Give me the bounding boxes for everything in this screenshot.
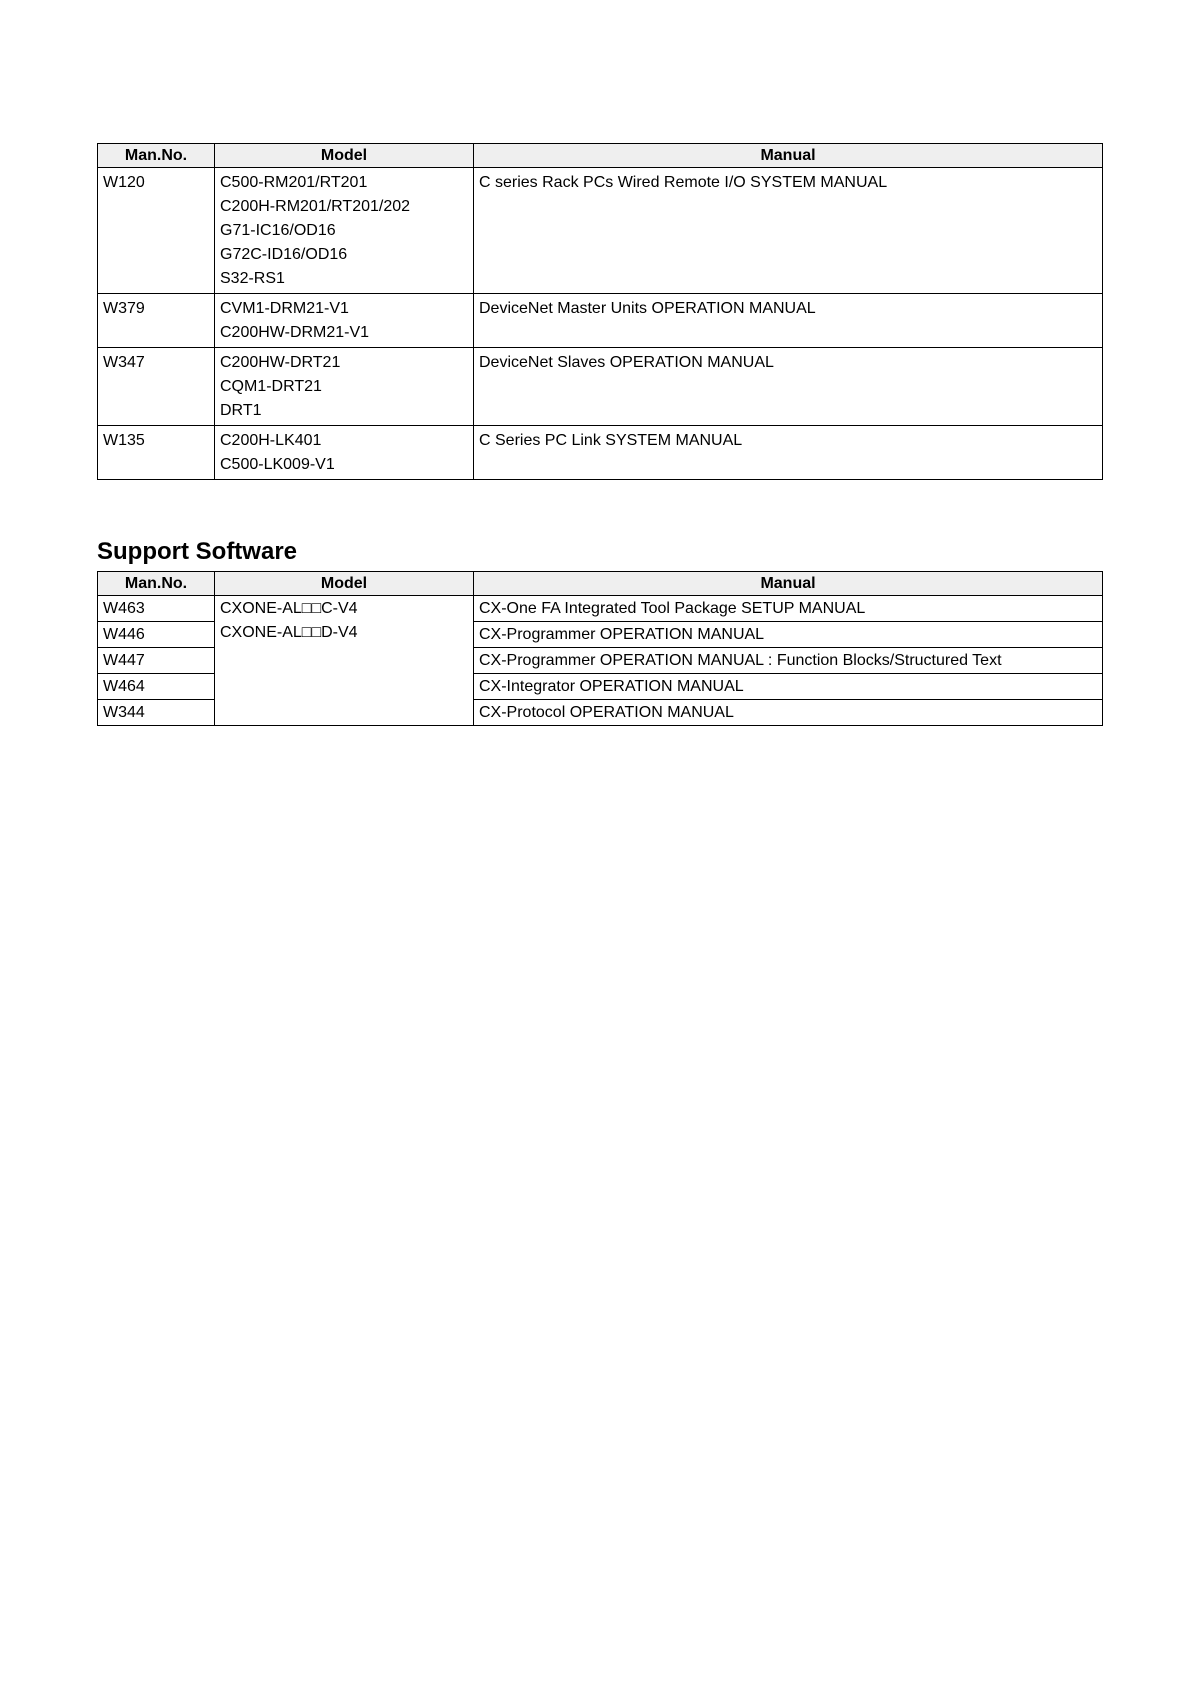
table-row: [98, 348, 1103, 426]
man-no-cell: W463: [98, 596, 215, 622]
header-manual: Manual: [474, 572, 1103, 596]
model-line: CXONE-AL□□D-V4: [220, 624, 358, 641]
model-line: DRT1: [220, 402, 262, 419]
man-no-cell: W379: [98, 294, 215, 348]
table-row: [98, 294, 1103, 348]
man-no-cell: W447: [98, 648, 215, 674]
manual-cell: C Series PC Link SYSTEM MANUAL: [474, 426, 1103, 480]
model-line: CXONE-AL□□C-V4: [220, 600, 358, 617]
model-line: C200H-LK401: [220, 432, 322, 449]
man-no-cell: W120: [98, 168, 215, 294]
model-line: C500-RM201/RT201: [220, 174, 368, 191]
manual-cell: C series Rack PCs Wired Remote I/O SYSTEM MANUAL: [474, 168, 1103, 294]
table-row: [98, 168, 1103, 294]
table-header-row: [98, 144, 1103, 168]
model-line: CQM1-DRT21: [220, 378, 322, 395]
man-no-cell: W464: [98, 674, 215, 700]
table-header-row: [98, 572, 1103, 596]
model-line: CVM1-DRM21-V1: [220, 300, 349, 317]
section-title-support-software: Support Software: [97, 538, 298, 565]
model-cell: [215, 426, 474, 480]
model-cell: [215, 348, 474, 426]
man-no-cell: W135: [98, 426, 215, 480]
support-software-table: [97, 571, 1103, 726]
model-line: G71-IC16/OD16: [220, 222, 336, 239]
manual-cell: CX-One FA Integrated Tool Package SETUP MANUAL: [474, 596, 1103, 622]
model-line: C500-LK009-V1: [220, 456, 335, 473]
model-line: C200HW-DRT21: [220, 354, 341, 371]
model-line: C200H-RM201/RT201/202: [220, 198, 411, 215]
header-model: Model: [215, 572, 474, 596]
model-cell: [215, 294, 474, 348]
manual-cell: CX-Programmer OPERATION MANUAL : Function Blocks/Structured Text: [474, 648, 1103, 674]
table-row: [98, 596, 1103, 622]
header-manual: Manual: [474, 144, 1103, 168]
manual-cell: CX-Programmer OPERATION MANUAL: [474, 622, 1103, 648]
table-row: [98, 426, 1103, 480]
header-man-no: Man.No.: [98, 144, 215, 168]
model-cell: [215, 168, 474, 294]
model-line: G72C-ID16/OD16: [220, 246, 348, 263]
model-cell: [215, 596, 474, 726]
man-no-cell: W347: [98, 348, 215, 426]
manual-cell: CX-Integrator OPERATION MANUAL: [474, 674, 1103, 700]
header-man-no: Man.No.: [98, 572, 215, 596]
manuals-table: [97, 143, 1103, 480]
manual-cell: DeviceNet Slaves OPERATION MANUAL: [474, 348, 1103, 426]
manual-cell: CX-Protocol OPERATION MANUAL: [474, 700, 1103, 726]
header-model: Model: [215, 144, 474, 168]
manual-cell: DeviceNet Master Units OPERATION MANUAL: [474, 294, 1103, 348]
man-no-cell: W446: [98, 622, 215, 648]
model-line: C200HW-DRM21-V1: [220, 324, 370, 341]
man-no-cell: W344: [98, 700, 215, 726]
model-line: S32-RS1: [220, 270, 285, 287]
